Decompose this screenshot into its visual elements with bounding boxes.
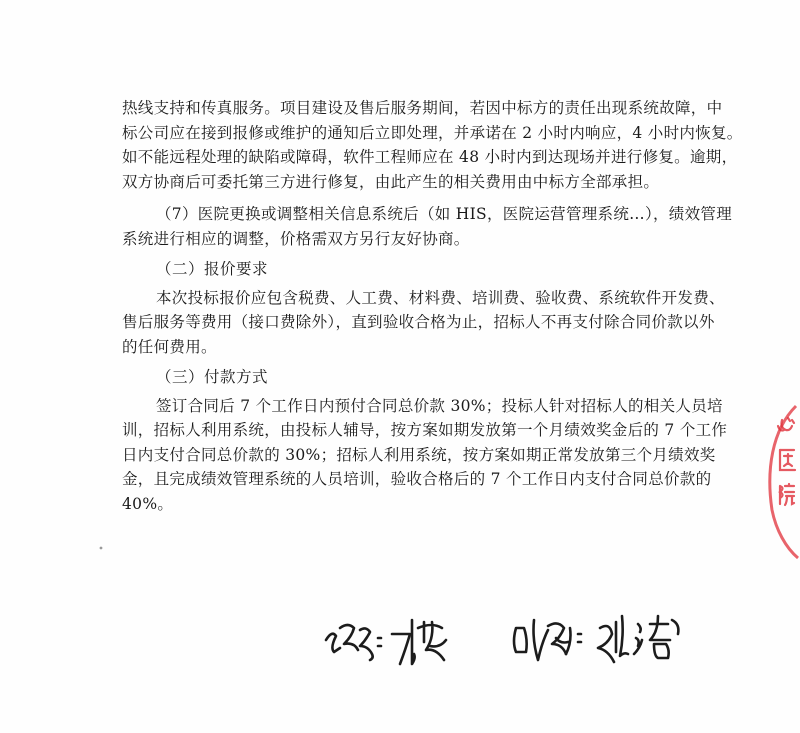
text-line: 40%。 [122, 494, 174, 513]
text-line: 训，招标人利用系统，由投标人辅导，按方案如期发放第一个月绩效奖金后的 7 个工作 [122, 421, 728, 439]
text-line: 双方协商后可委托第三方进行修复，由此产生的相关费用由中标方全部承担。 [122, 172, 660, 191]
text-line: 本次投标报价应包含税费、人工费、材料费、培训费、验收费、系统软件开发费、 [156, 288, 725, 307]
paragraph-item-7 [122, 202, 732, 251]
text-line: 热线支持和传真服务。项目建设及售后服务期间，若因中标方的责任出现系统故障，中 [122, 99, 723, 117]
text-line: 系统进行相应的调整，价格需双方另行友好协商。 [122, 229, 470, 248]
text-line: 金，且完成绩效管理系统的人员培训，验收合格后的 7 个工作日内支付合同总价款的 [122, 470, 712, 488]
text-line: 售后服务等费用（接口费除外），直到验收合格为止，招标人不再支付除合同价款以外 [122, 313, 715, 331]
section-heading-quote-requirements: （二）报价要求 [156, 260, 269, 278]
document-body [122, 96, 743, 516]
text-line: 的任何费用。 [122, 337, 217, 356]
text-line: 日内支付合同总价款的 30%；招标人利用系统，按方案如期正常发放第三个月绩效奖 [122, 445, 716, 464]
paragraph-payment-method [122, 394, 728, 517]
red-seal-stamp [752, 400, 800, 560]
handwritten-signatures [320, 598, 740, 678]
paragraph-after-sales-service [122, 96, 743, 194]
text-line: （7）医院更换或调整相关信息系统后（如 HIS，医院运营管理系统…），绩效管理 [156, 205, 732, 223]
text-line: 签订合同后 7 个工作日内预付合同总价款 30%；投标人针对招标人的相关人员培 [156, 396, 723, 415]
text-line: 标公司应在接到报修或维护的通知后立即处理，并承诺在 2 小时内响应，4 小时内恢复。 [122, 123, 743, 142]
scan-speck [98, 545, 104, 551]
paragraph-quote-requirements [122, 286, 725, 360]
text-line: 如不能远程处理的缺陷或障碍，软件工程师应在 48 小时内到达现场并进行修复。逾期， [122, 148, 738, 166]
section-heading-payment-method: （三）付款方式 [156, 368, 269, 386]
